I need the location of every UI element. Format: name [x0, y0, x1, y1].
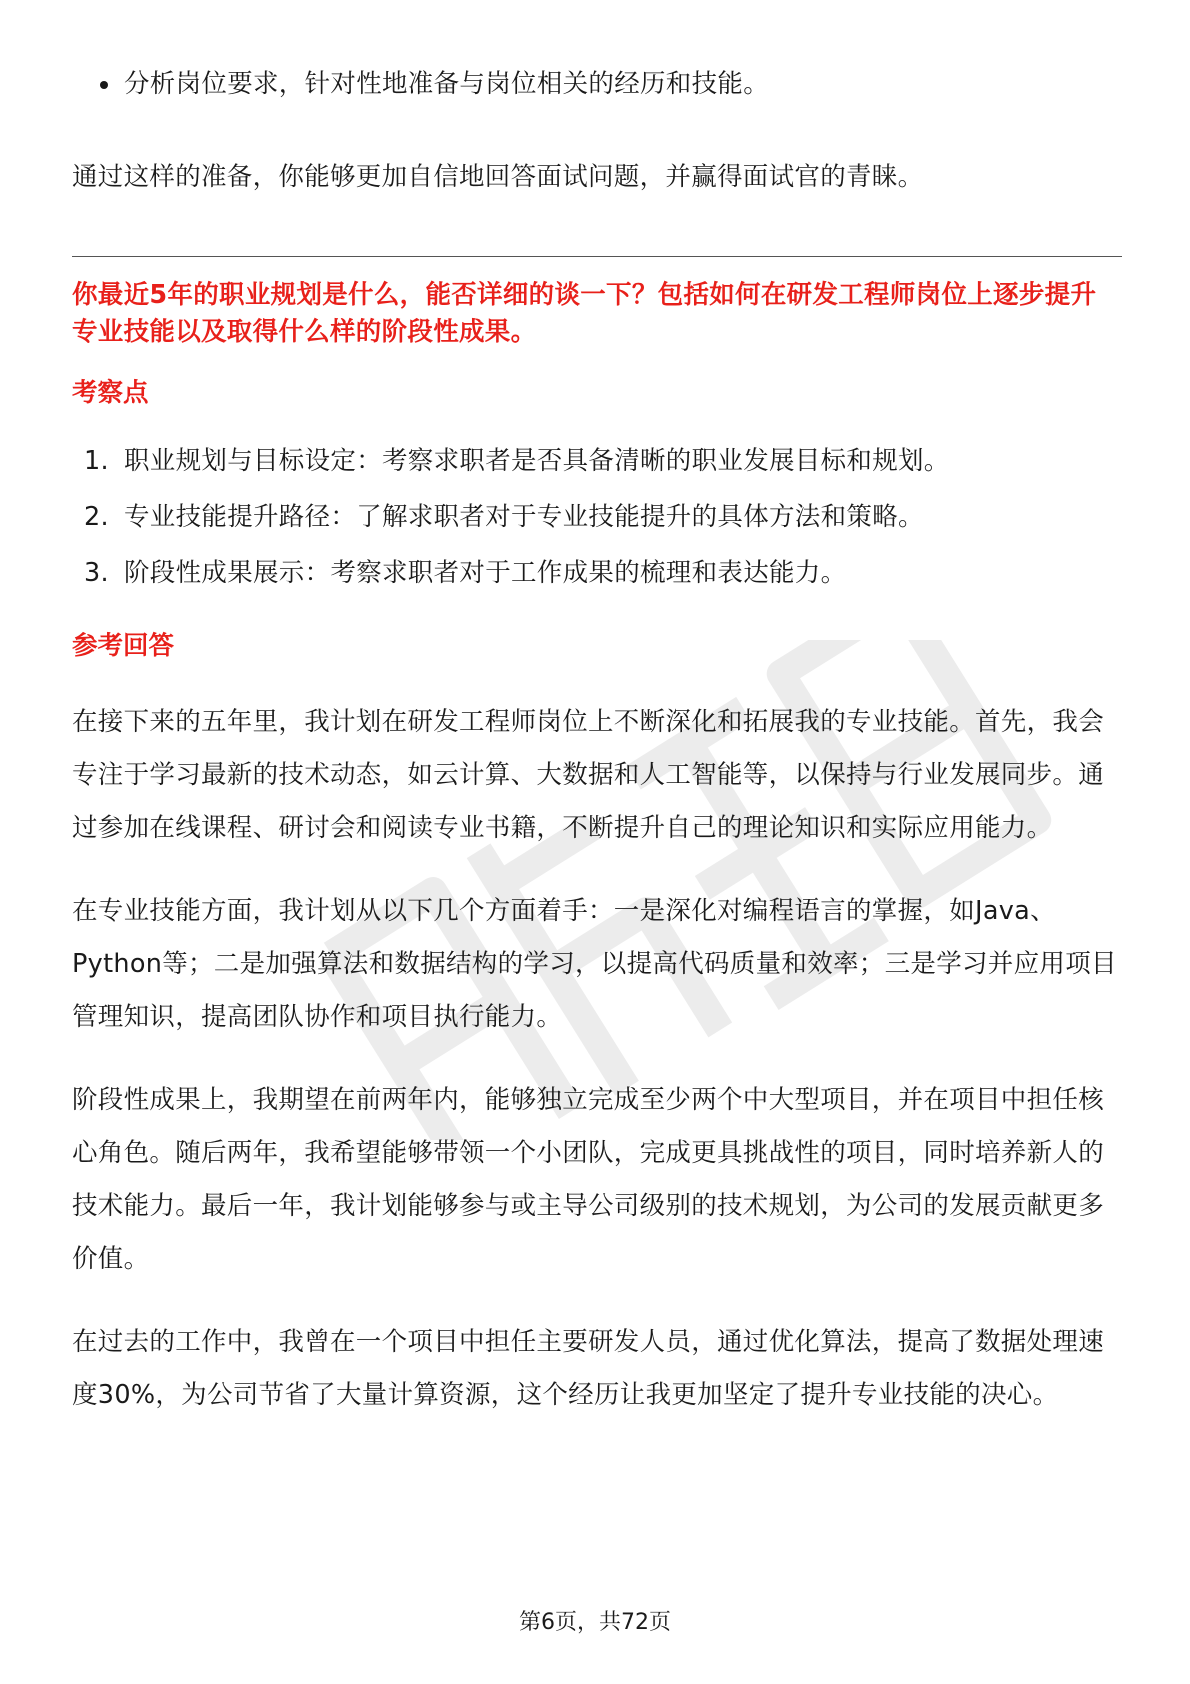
list-item-text: 专业技能提升路径：了解求职者对于专业技能提升的具体方法和策略。 [124, 502, 924, 532]
list-number: 3. [84, 558, 109, 588]
list-item [72, 545, 1122, 601]
page-content [72, 60, 1122, 1422]
list-item [72, 433, 1122, 489]
answer-paragraph: 在专业技能方面，我计划从以下几个方面着手：一是深化对编程语言的掌握，如Java、Python等；二是加强算法和数据结构的学习，以提高代码质量和效率；三是学习并应用项目管理知识，提高团队协作和项目执行能力。 [72, 896, 1117, 1032]
page-footer: 第6页，共72页 [519, 1610, 671, 1635]
intro-conclusion: 通过这样的准备，你能够更加自信地回答面试问题，并赢得面试官的青睐。 [72, 162, 924, 192]
interview-question: 你最近5年的职业规划是什么，能否详细的谈一下？包括如何在研发工程师岗位上逐步提升专业技能以及取得什么样的阶段性成果。 [72, 280, 1097, 347]
list-item [72, 489, 1122, 545]
list-number: 2. [84, 502, 109, 532]
list-number: 1. [84, 446, 109, 476]
answer-paragraph: 阶段性成果上，我期望在前两年内，能够独立完成至少两个中大型项目，并在项目中担任核心角色。随后两年，我希望能够带领一个小团队，完成更具挑战性的项目，同时培养新人的技术能力。最后一年，我计划能够参与或主导公司级别的技术规划，为公司的发展贡献更多价值。 [72, 1085, 1105, 1274]
answer-paragraph: 在接下来的五年里，我计划在研发工程师岗位上不断深化和拓展我的专业技能。首先，我会专注于学习最新的技术动态，如云计算、大数据和人工智能等，以保持与行业发展同步。通过参加在线课程、研讨会和阅读专业书籍，不断提升自己的理论知识和实际应用能力。 [72, 707, 1105, 843]
section-divider [72, 256, 1122, 257]
list-item [72, 60, 1122, 108]
assessment-list [72, 433, 1122, 601]
assessment-heading: 考察点 [72, 378, 149, 408]
answer-heading: 参考回答 [72, 631, 175, 661]
list-item-text: 阶段性成果展示：考察求职者对于工作成果的梳理和表达能力。 [124, 558, 847, 588]
list-item-text: 分析岗位要求，针对性地准备与岗位相关的经历和技能。 [124, 69, 770, 99]
tips-list [72, 60, 1122, 108]
list-item-text: 职业规划与目标设定：考察求职者是否具备清晰的职业发展目标和规划。 [124, 446, 950, 476]
bullet-icon [100, 81, 108, 89]
answer-paragraph: 在过去的工作中，我曾在一个项目中担任主要研发人员，通过优化算法，提高了数据处理速度30%，为公司节省了大量计算资源，这个经历让我更加坚定了提升专业技能的决心。 [72, 1327, 1105, 1410]
